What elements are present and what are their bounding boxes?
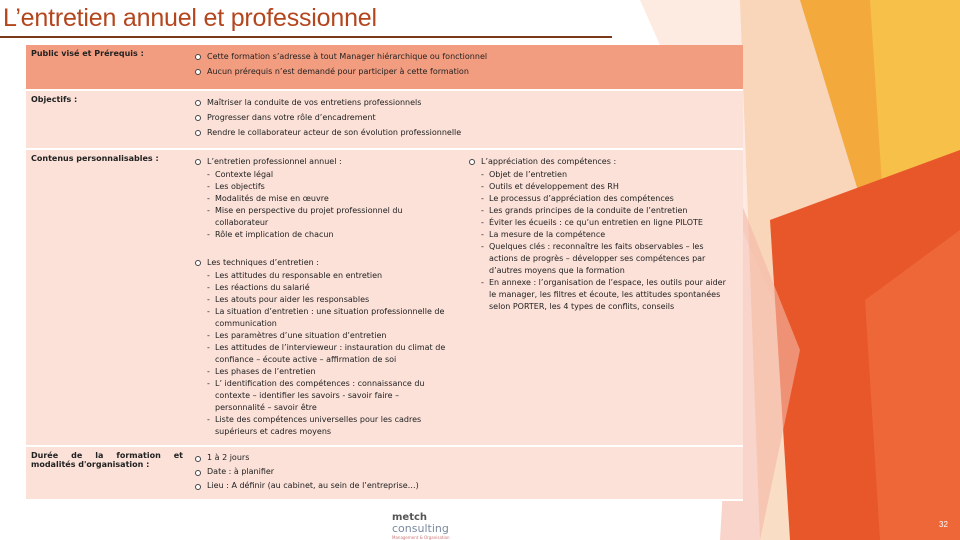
contenus-right-column	[467, 154, 729, 438]
list-item: - Quelques clés : reconnaître les faits observables – les actions de progrès – développer ses compétences par d’autres moyens que la formation	[481, 241, 729, 277]
list-item: - Les objectifs	[207, 181, 451, 193]
list-item: - Éviter les écueils : ce qu’un entretien en ligne PILOTE	[481, 217, 729, 229]
list-item: - En annexe : l’organisation de l’espace, les outils pour aider le manager, les filtres et écoute, les attitudes spontanées selon PORTER, les 4 types de conflits, conseils	[481, 277, 729, 313]
row-label-public: Public visé et Prérequis :	[26, 45, 188, 90]
list-item: Progresser dans votre rôle d’encadrement	[193, 110, 738, 125]
list-item: - Objet de l’entretien	[481, 169, 729, 181]
list-item: Maîtriser la conduite de vos entretiens professionnels	[193, 95, 738, 110]
list-item: Cette formation s’adresse à tout Manager hiérarchique ou fonctionnel	[193, 49, 738, 64]
row-label-contenus: Contenus personnalisables :	[26, 149, 188, 446]
row-label-objectifs: Objectifs :	[26, 90, 188, 149]
list-item: - Outils et développement des RH	[481, 181, 729, 193]
block-heading: L’entretien professionnel annuel :	[207, 157, 342, 166]
row-content-objectifs	[188, 90, 743, 149]
row-content-contenus	[188, 149, 743, 446]
list-item: - Contexte légal	[207, 169, 451, 181]
training-table	[26, 45, 743, 501]
table-row-public	[26, 45, 743, 90]
row-label-duree: Durée de la formation et modalités d'organisation :	[26, 446, 188, 500]
list-item: - Les atouts pour aider les responsables	[207, 294, 451, 306]
row-content-public	[188, 45, 743, 90]
list-item: Date : à planifier	[193, 465, 738, 479]
page-title: L’entretien annuel et professionnel	[3, 4, 377, 32]
list-item: - Rôle et implication de chacun	[207, 229, 451, 241]
list-item: - Le processus d’appréciation des compétences	[481, 193, 729, 205]
logo-tagline: Management & Organisation	[392, 535, 450, 540]
title-underline	[0, 36, 612, 38]
table-row-objectifs	[26, 90, 743, 149]
list-item: - Les réactions du salarié	[207, 282, 451, 294]
block-heading: L’appréciation des compétences :	[481, 157, 617, 166]
block-heading: Les techniques d’entretien :	[207, 258, 319, 267]
list-item: - Les grands principes de la conduite de l’entretien	[481, 205, 729, 217]
list-item: - Les phases de l’entretien	[207, 366, 451, 378]
list-item: - Modalités de mise en œuvre	[207, 193, 451, 205]
logo-line2: consulting	[392, 522, 449, 535]
contenus-left-column	[193, 154, 467, 438]
list-item: Lieu : A définir (au cabinet, au sein de l’entreprise…)	[193, 479, 738, 493]
row-content-duree	[188, 446, 743, 500]
page-number: 32	[939, 520, 948, 529]
table-row-contenus	[26, 149, 743, 446]
list-item: Aucun prérequis n’est demandé pour participer à cette formation	[193, 64, 738, 79]
list-item: - La mesure de la compétence	[481, 229, 729, 241]
list-item: - Liste des compétences universelles pour les cadres supérieurs et cadres moyens	[207, 414, 451, 438]
table-row-duree	[26, 446, 743, 500]
logo-line1: metch	[392, 512, 428, 523]
list-item: - Les paramètres d’une situation d’entretien	[207, 330, 451, 342]
list-item: - Mise en perspective du projet professionnel du collaborateur	[207, 205, 451, 229]
list-item: - Les attitudes de l’intervieweur : instauration du climat de confiance – écoute active – affirmation de soi	[207, 342, 451, 366]
contenus-block-entretien	[193, 154, 451, 241]
list-item: - La situation d’entretien : une situation professionnelle de communication	[207, 306, 451, 330]
list-item: - L’ identification des compétences : connaissance du contexte – identifier les savoirs - savoir faire – personnalité – savoir être	[207, 378, 451, 414]
company-logo	[392, 513, 456, 539]
list-item: - Les attitudes du responsable en entretien	[207, 270, 451, 282]
list-item: 1 à 2 jours	[193, 451, 738, 465]
list-item: Rendre le collaborateur acteur de son évolution professionnelle	[193, 125, 738, 140]
contenus-block-techniques	[193, 255, 451, 438]
contenus-block-appreciation	[467, 154, 729, 313]
